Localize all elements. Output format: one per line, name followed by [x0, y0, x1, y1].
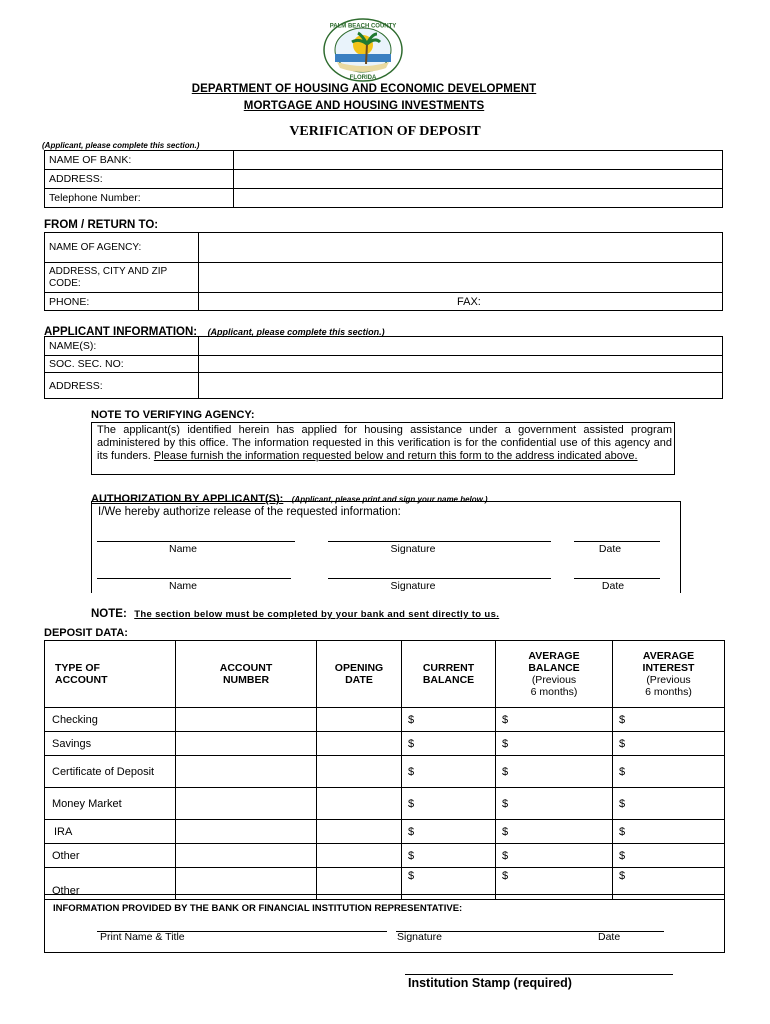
logo-text-top: PALM BEACH COUNTY — [329, 23, 397, 30]
deposit-row — [45, 756, 725, 788]
agency-address-field[interactable] — [199, 263, 723, 293]
average-balance-field[interactable] — [496, 732, 613, 756]
authorization-statement: I/We hereby authorize release of the requested information: — [98, 506, 401, 518]
col-type-header: TYPE OF ACCOUNT — [45, 641, 176, 708]
applicant-address-field[interactable] — [199, 373, 723, 399]
bank-note-text: The section below must be completed by your bank and sent directly to us. — [134, 609, 500, 620]
account-type-cell: IRA — [45, 820, 176, 844]
note-heading: NOTE TO VERIFYING AGENCY: — [91, 409, 255, 421]
current-balance-field[interactable] — [402, 788, 496, 820]
note-text: The applicant(s) identified herein has applied for housing assistance under a government assisted program administered by this office. The information requested in this verification is for the confidential use of this agency and its funders. — [97, 424, 672, 462]
applicant-name-field[interactable] — [199, 337, 723, 356]
applicant2-name-caption: Name — [168, 580, 197, 592]
bank-info-table — [44, 150, 723, 208]
bank-instruction: (Applicant, please complete this section.) — [42, 141, 200, 150]
form-title: VERIFICATION OF DEPOSIT — [289, 124, 481, 139]
agency-fax-label[interactable]: FAX: — [199, 293, 723, 311]
currency-symbol: $ — [408, 765, 415, 778]
note-text-underlined: Please furnish the information requested below and return this form to the address indicated above. — [153, 449, 638, 462]
applicant-instruction: (Applicant, please complete this section.) — [207, 327, 385, 337]
agency-name-field[interactable] — [199, 233, 723, 263]
applicant2-name-line[interactable] — [97, 578, 291, 579]
agency-address-label: ADDRESS, CITY AND ZIP CODE: — [45, 263, 199, 293]
account-type-cell: Money Market — [45, 788, 176, 820]
opening-date-field[interactable] — [317, 844, 402, 868]
opening-date-field[interactable] — [317, 820, 402, 844]
deposit-row — [45, 820, 725, 844]
current-balance-field[interactable] — [402, 820, 496, 844]
division-heading: MORTGAGE AND HOUSING INVESTMENTS — [243, 100, 485, 112]
average-interest-field[interactable] — [613, 844, 725, 868]
currency-symbol: $ — [502, 825, 509, 838]
currency-symbol: $ — [408, 849, 415, 862]
department-heading: DEPARTMENT OF HOUSING AND ECONOMIC DEVELOPMENT — [191, 83, 537, 95]
authorization-heading: AUTHORIZATION BY APPLICANT(S): — [91, 493, 284, 505]
currency-symbol: $ — [502, 849, 509, 862]
current-balance-field[interactable] — [402, 844, 496, 868]
opening-date-field[interactable] — [317, 732, 402, 756]
account-number-field[interactable] — [176, 756, 317, 788]
average-balance-field[interactable] — [496, 844, 613, 868]
currency-symbol: $ — [408, 870, 415, 882]
account-type-cell: Other — [45, 844, 176, 868]
opening-date-field[interactable] — [317, 788, 402, 820]
currency-symbol: $ — [619, 825, 626, 838]
agency-phone-label: PHONE: — [45, 293, 199, 311]
account-type-cell: Checking — [45, 708, 176, 732]
from-heading: FROM / RETURN TO: — [44, 219, 159, 231]
account-number-field[interactable] — [176, 732, 317, 756]
logo-text-bottom: FLORIDA — [349, 75, 377, 81]
currency-symbol: $ — [408, 737, 415, 750]
col-opening-date-header: OPENING DATE — [317, 641, 402, 708]
currency-symbol: $ — [502, 737, 509, 750]
opening-date-field[interactable] — [317, 708, 402, 732]
currency-symbol: $ — [502, 765, 509, 778]
applicant2-signature-caption: Signature — [390, 580, 436, 592]
account-type-cell: Certificate of Deposit — [45, 756, 176, 788]
bank-name-label: NAME OF BANK: — [45, 151, 234, 170]
deposit-row — [45, 708, 725, 732]
current-balance-field[interactable] — [402, 708, 496, 732]
currency-symbol: $ — [619, 713, 626, 726]
current-balance-field[interactable] — [402, 756, 496, 788]
account-number-field[interactable] — [176, 820, 317, 844]
deposit-row — [45, 732, 725, 756]
county-seal-logo — [322, 18, 404, 82]
county-seal-icon — [322, 18, 404, 82]
currency-symbol: $ — [619, 849, 626, 862]
average-interest-field[interactable] — [613, 788, 725, 820]
deposit-table — [44, 640, 725, 900]
col-average-balance-header: AVERAGE BALANCE (Previous 6 months) — [496, 641, 613, 708]
account-type-cell: Savings — [45, 732, 176, 756]
rep-signature-caption: Signature — [397, 931, 442, 943]
bank-address-field[interactable] — [234, 170, 723, 189]
stamp-line[interactable] — [405, 974, 673, 975]
applicant2-signature-line[interactable] — [328, 578, 551, 579]
currency-symbol: $ — [502, 797, 509, 810]
col-current-balance-header: CURRENT BALANCE — [402, 641, 496, 708]
applicant1-name-caption: Name — [168, 543, 197, 555]
account-number-field[interactable] — [176, 788, 317, 820]
agency-name-label: NAME OF AGENCY: — [45, 233, 199, 263]
deposit-row — [45, 844, 725, 868]
current-balance-field[interactable] — [402, 732, 496, 756]
applicant-name-label: NAME(S): — [45, 337, 199, 356]
currency-symbol: $ — [619, 870, 626, 882]
average-interest-field[interactable] — [613, 820, 725, 844]
applicant-ssn-field[interactable] — [199, 356, 723, 373]
average-balance-field[interactable] — [496, 820, 613, 844]
applicant-table — [44, 336, 723, 399]
applicant1-signature-caption: Signature — [390, 543, 436, 555]
currency-symbol: $ — [408, 825, 415, 838]
bank-name-field[interactable] — [234, 151, 723, 170]
average-interest-field[interactable] — [613, 732, 725, 756]
applicant1-name-line[interactable] — [97, 541, 295, 542]
authorization-instruction: (Applicant, please print and sign your name below.) — [291, 495, 488, 504]
opening-date-field[interactable] — [317, 756, 402, 788]
deposit-heading: DEPOSIT DATA: — [44, 627, 128, 639]
applicant1-signature-line[interactable] — [328, 541, 551, 542]
rep-date-caption: Date — [598, 931, 621, 943]
average-balance-field[interactable] — [496, 708, 613, 732]
stamp-label: Institution Stamp (required) — [408, 976, 572, 990]
applicant2-date-line[interactable] — [574, 578, 660, 579]
account-number-field[interactable] — [176, 844, 317, 868]
currency-symbol: $ — [619, 737, 626, 750]
applicant1-date-line[interactable] — [574, 541, 660, 542]
average-balance-field[interactable] — [496, 788, 613, 820]
average-interest-field[interactable] — [613, 756, 725, 788]
currency-symbol: $ — [502, 713, 509, 726]
col-account-number-header: ACCOUNT NUMBER — [176, 641, 317, 708]
rep-name-caption: Print Name & Title — [100, 931, 185, 943]
applicant-address-label: ADDRESS: — [45, 373, 199, 399]
bank-note-row — [91, 604, 499, 622]
agency-table — [44, 232, 723, 311]
account-number-field[interactable] — [176, 708, 317, 732]
bank-note-label: NOTE: — [91, 608, 127, 620]
bank-phone-field[interactable] — [234, 189, 723, 208]
applicant2-date-caption: Date — [601, 580, 625, 592]
currency-symbol: $ — [502, 870, 509, 882]
currency-symbol: $ — [408, 713, 415, 726]
currency-symbol: $ — [619, 797, 626, 810]
bank-phone-label: Telephone Number: — [45, 189, 234, 208]
average-balance-field[interactable] — [496, 756, 613, 788]
account-type-cell: Other — [45, 868, 176, 900]
applicant-heading: APPLICANT INFORMATION: — [44, 326, 198, 338]
applicant-ssn-label: SOC. SEC. NO: — [45, 356, 199, 373]
bank-address-label: ADDRESS: — [45, 170, 234, 189]
average-interest-field[interactable] — [613, 708, 725, 732]
deposit-row — [45, 788, 725, 820]
currency-symbol: $ — [408, 797, 415, 810]
applicant1-date-caption: Date — [598, 543, 622, 555]
currency-symbol: $ — [619, 765, 626, 778]
note-box — [91, 422, 675, 475]
representative-heading: INFORMATION PROVIDED BY THE BANK OR FINANCIAL INSTITUTION REPRESENTATIVE: — [53, 903, 463, 914]
col-average-interest-header: AVERAGE INTEREST (Previous 6 months) — [613, 641, 725, 708]
